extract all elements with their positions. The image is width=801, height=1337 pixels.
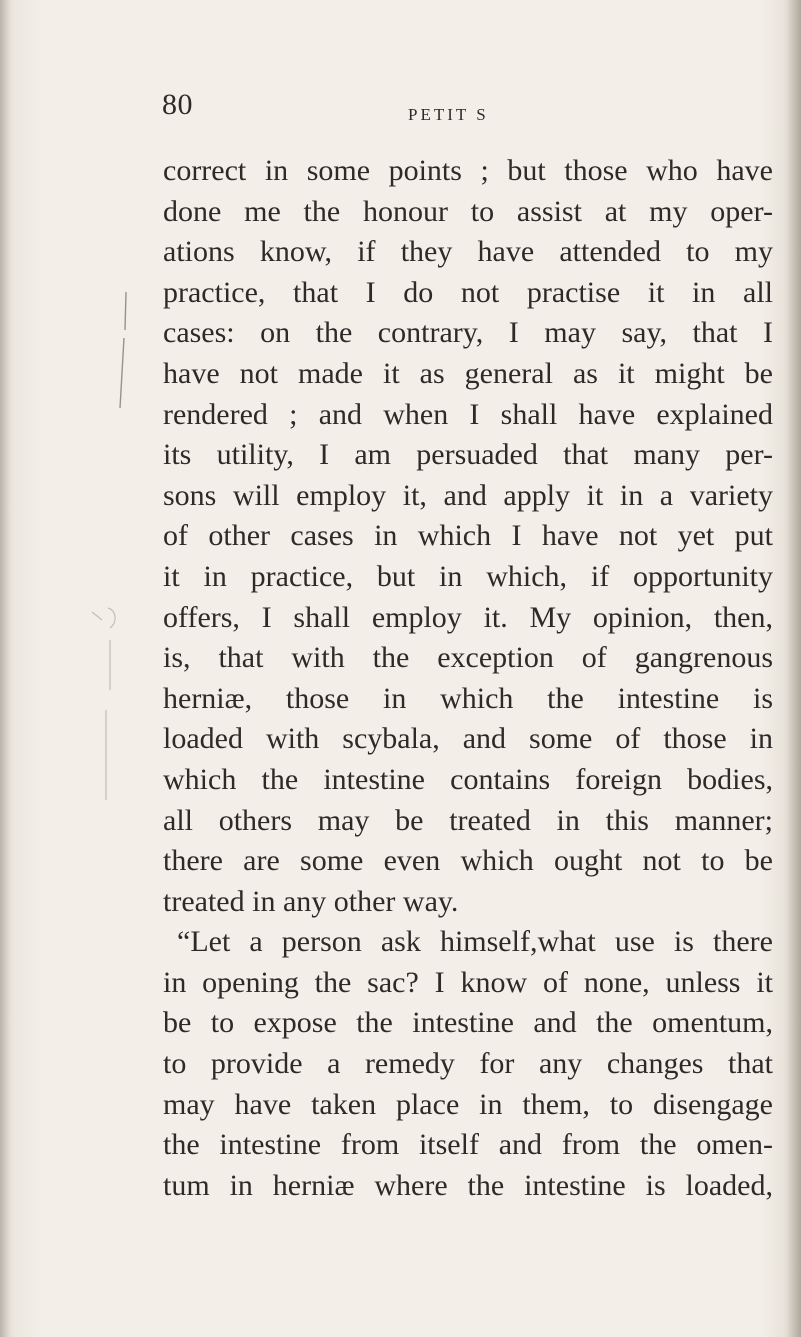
text-line: herniæ, those in which the intestine is	[163, 681, 773, 715]
text-line: sons will employ it, and apply it in a variety	[163, 478, 773, 512]
text-line: all others may be treated in this manner;	[163, 803, 773, 837]
page-number: 80	[162, 88, 193, 121]
text-line: be to expose the intestine and the omentum,	[163, 1006, 773, 1040]
text-line: which the intestine contains foreign bodies,	[163, 762, 773, 796]
text-line: of other cases in which I have not yet put	[163, 519, 773, 553]
text-line: its utility, I am persuaded that many per-	[163, 438, 773, 472]
text-line: is, that with the exception of gangrenous	[163, 641, 773, 675]
text-line: correct in some points ; but those who have	[163, 154, 773, 187]
running-head: PETIT S	[408, 105, 489, 124]
text-line: rendered ; and when I shall have explained	[163, 397, 773, 431]
text-line: to provide a remedy for any changes that	[163, 1047, 773, 1081]
text-line-paragraph-start: “Let a person ask himself,what use is there	[177, 925, 773, 959]
text-line: done me the honour to assist at my oper-	[163, 194, 773, 228]
text-line: in opening the sac? I know of none, unless it	[163, 965, 773, 999]
text-line: the intestine from itself and from the omen-	[163, 1128, 773, 1162]
text-line: have not made it as general as it might be	[163, 356, 773, 390]
text-line: offers, I shall employ it. My opinion, then,	[163, 600, 773, 634]
text-line: cases: on the contrary, I may say, that I	[163, 316, 773, 350]
margin-pencil-mark	[112, 290, 132, 410]
text-line-paragraph-end: treated in any other way.	[163, 884, 459, 918]
margin-show-through-mark	[88, 600, 128, 820]
body-text	[163, 151, 773, 1206]
text-line: may have taken place in them, to disengage	[163, 1087, 773, 1121]
text-line: it in practice, but in which, if opportunity	[163, 559, 773, 593]
binding-shadow	[0, 0, 10, 1337]
page-edge-shadow	[787, 0, 801, 1337]
text-line: ations know, if they have attended to my	[163, 235, 773, 269]
text-line: there are some even which ought not to be	[163, 844, 773, 878]
text-line: loaded with scybala, and some of those in	[163, 722, 773, 756]
text-line: practice, that I do not practise it in all	[163, 275, 773, 309]
text-line: tum in herniæ where the intestine is loaded,	[163, 1168, 773, 1202]
